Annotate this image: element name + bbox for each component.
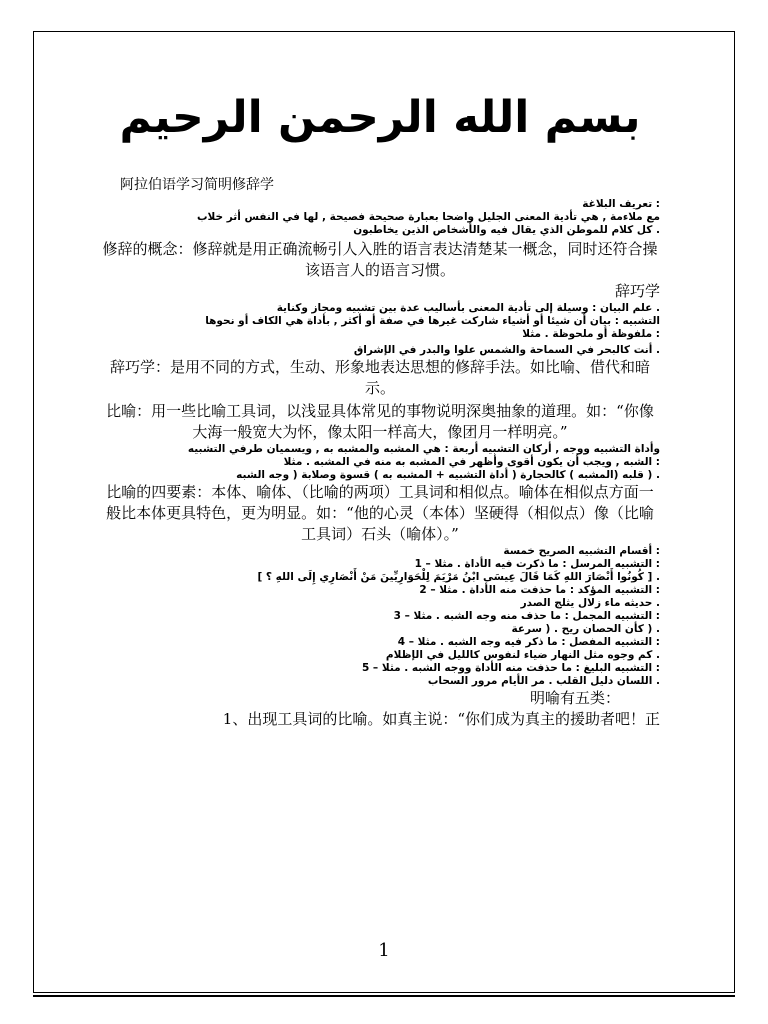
list-item: . ( كأن الحصان ريح . ( سرعة — [511, 623, 660, 635]
list-item: : التشبيه المجمل : ما حذف منه وجه الشبه . مثلا – 3 — [393, 610, 660, 622]
list-item: : التشبيه المرسل : ما ذكرت فيه الأداة . مثلا – 1 — [414, 558, 660, 570]
five-types-heading: 明喻有五类： — [529, 689, 620, 707]
page-number: 1 — [378, 940, 390, 961]
tashbih-definition-line: : ملفوظة أو ملحوظة . مثلا — [522, 328, 660, 340]
list-item: . حديثه ماء زلال يثلج الصدر — [520, 597, 660, 609]
type1-paragraph: 1、出现工具词的比喻。如真主说：“你们成为真主的援助者吧！正 — [222, 710, 660, 728]
tashbih-types-list — [100, 545, 660, 688]
basmala-heading: بسم الله الرحمن الرحيم — [119, 92, 641, 143]
list-item: : أقسام التشبيه الصريح خمسة — [503, 545, 660, 557]
tashbih-definition-line: التشبيه : بيان أن شيئا أو أشياء شاركت غيرها في صفة أو أكثر , بأداة هي الكاف أو نحوها — [205, 315, 660, 327]
list-item: . كم وجوه مثل النهار ضياء لنفوس كالليل في الإظلام — [385, 649, 660, 661]
document-body — [100, 88, 660, 730]
list-item: . [ كُونُوا أَنْصَارَ اللهِ كَمَا قَالَ عِيسَى ابْنُ مَرْيَمَ لِلْحَوَارِيِّينَ مَنْ أَنْصَارِي إِلَى اللهِ ؟ ] — [257, 571, 660, 583]
tashbih-pillars-line: : الشبه , ويجب أن يكون أقوى وأظهر في المشبه به منه في المشبه . مثلا — [283, 456, 660, 468]
balagha-definition-line: مع ملاءمة , هي تأدية المعنى الجليل واضحا بعبارة صحيحة فصيحة , لها في النفس أثر خلاب — [196, 211, 660, 223]
tashbih-pillars-example: . ( قلبه (المشبه ) كالحجارة ( أداة التشبيه + المشبه به ) قسوة وصلابة ( وجه الشبه — [236, 469, 660, 481]
tashbih-example: . أنت كالبحر في السماحة والشمس علوا والبدر في الإشراق — [353, 344, 660, 356]
bayan-definition-cn: 辞巧学：是用不同的方式，生动、形象地表达思想的修辞手法。如比喻、借代和暗示。 — [109, 358, 650, 397]
list-item: . اللسان دليل القلب . مر الأيام مرور السحاب — [427, 675, 660, 687]
four-elements-paragraph: 比喻的四要素：本体、喻体、（比喻的两项）工具词和相似点。喻体在相似点方面一般比本体更具特色，更为明显。如：“他的心灵（本体）坚硬得（相似点）像（比喻工具词）石头（喻体）。” — [106, 483, 654, 543]
document-title: 阿拉伯语学习简明修辞学 — [120, 177, 274, 193]
rhetoric-concept-paragraph: 修辞的概念：修辞就是用正确流畅引人入胜的语言表达清楚某一概念，同时还符合操该语言人的语言习惯。 — [102, 240, 658, 279]
bayan-section-heading: 辞巧学 — [614, 282, 660, 300]
bayan-definition: . علم البيان : وسيلة إلى تأدية المعنى بأساليب عدة بين تشبيه ومجاز وكناية — [276, 302, 660, 314]
list-item: : التشبيه المفصل : ما ذكر فيه وجه الشبه . مثلا – 4 — [397, 636, 660, 648]
tashbih-pillars-line: وأداة التشبيه ووجه , أركان التشبيه أربعة : هي المشبه والمشبه به , ويسميان طرفي التشبيه — [187, 443, 660, 455]
balagha-definition-heading: : تعريف البلاغة — [582, 198, 660, 210]
page-bottom-rule — [33, 995, 735, 997]
list-item: : التشبيه البليغ : ما حذفت منه الأداة ووجه الشبه . مثلا – 5 — [361, 662, 660, 674]
balagha-definition-line: . كل كلام للموطن الذي يقال فيه والأشخاص الذين يخاطبون — [353, 224, 660, 236]
simile-definition-cn: 比喻：用一些比喻工具词，以浅显具体常见的事物说明深奥抽象的道理。如：“你像大海一般宽大为怀，像太阳一样高大，像团月一样明亮。” — [106, 402, 654, 441]
list-item: : التشبيه المؤكد : ما حذفت منه الأداة . مثلا – 2 — [419, 584, 660, 596]
